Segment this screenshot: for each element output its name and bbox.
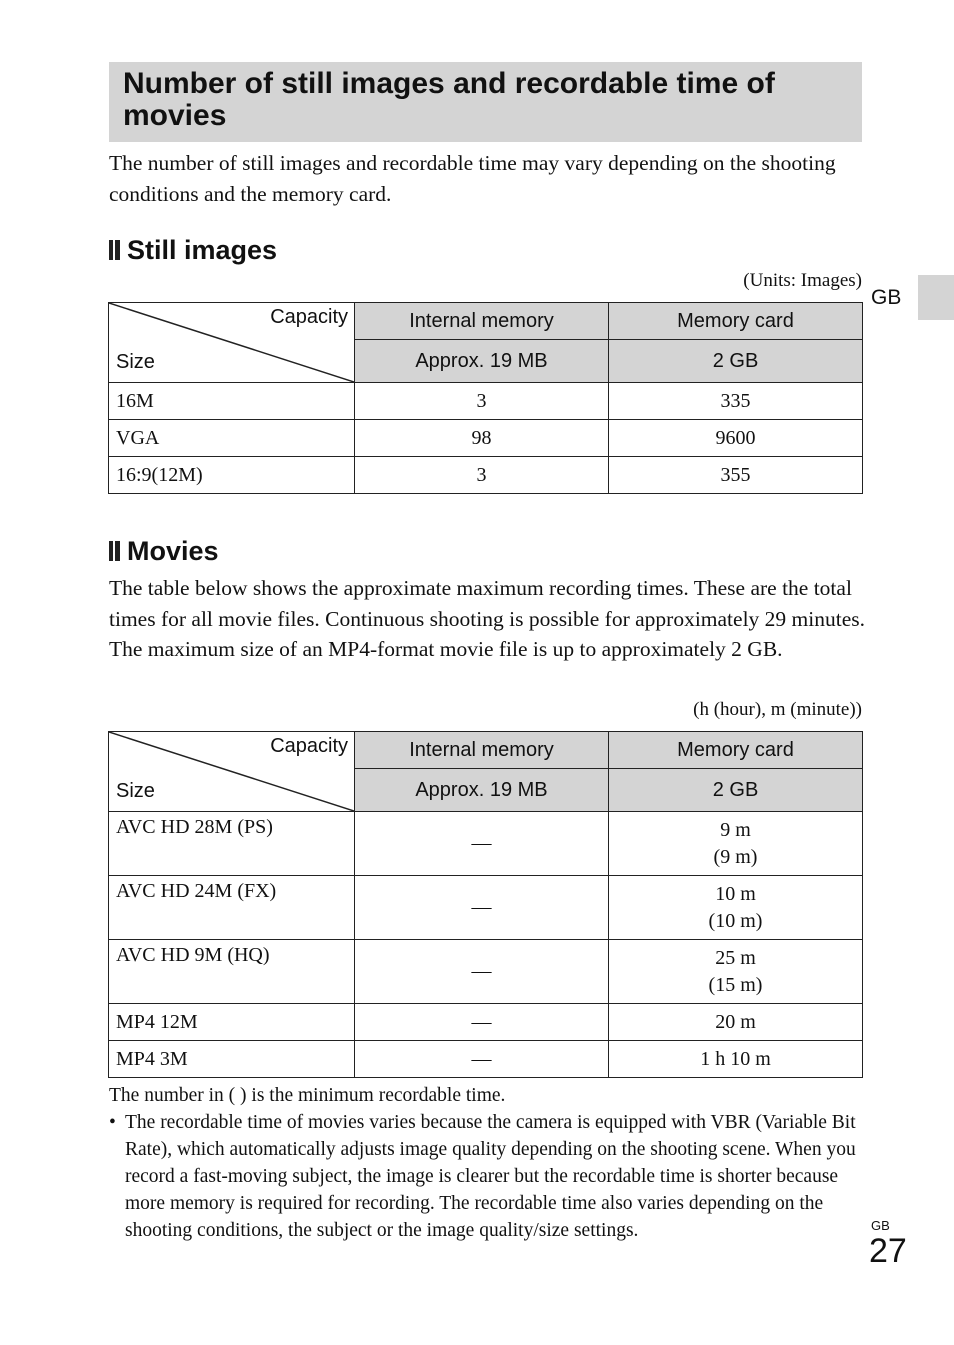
capacity-label: Capacity [270,735,348,757]
col-header-internal: Internal memory [355,732,609,769]
row-size: MP4 3M [109,1041,355,1078]
row-internal: 3 [355,457,609,494]
movies-units: (h (hour), m (minute)) [693,699,862,720]
capacity-label: Capacity [270,306,348,328]
row-card [609,812,863,876]
table-row [109,1004,863,1041]
row-size: VGA [109,420,355,457]
row-size: 16:9(12M) [109,457,355,494]
diagonal-header-cell [109,732,355,812]
row-internal: — [355,1004,609,1041]
bullet-note [109,1109,859,1244]
row-internal: — [355,940,609,1004]
section-marker-icon [109,541,120,561]
bullet-icon: • [109,1112,116,1133]
col-subheader-internal: Approx. 19 MB [355,769,609,812]
row-internal: — [355,812,609,876]
col-subheader-internal: Approx. 19 MB [355,340,609,383]
row-size: AVC HD 28M (PS) [109,812,355,876]
movies-heading [109,536,219,566]
table-row [109,876,863,940]
row-card-time: 25 m [715,946,756,969]
page-title-box [109,62,862,142]
page-number: 27 [869,1232,907,1270]
table-row [109,940,863,1004]
col-header-card: Memory card [609,732,863,769]
row-size: MP4 12M [109,1004,355,1041]
diagonal-header-cell [109,303,355,383]
still-images-heading-text: Still images [127,235,278,265]
size-label: Size [116,351,155,373]
row-card-min-time: (15 m) [708,973,763,996]
row-card-min-time: (10 m) [708,909,763,932]
page-title: Number of still images and recordable time of movies [123,67,775,132]
col-subheader-card: 2 GB [609,340,863,383]
page-region-label: GB [871,1218,890,1233]
section-marker-icon [109,240,120,260]
row-card-time: 10 m [715,882,756,905]
still-images-table [108,302,863,494]
movies-heading-text: Movies [127,536,219,566]
still-images-units: (Units: Images) [743,270,862,291]
bullet-text: The recordable time of movies varies because the camera is equipped with VBR (Variable Bit Rate), which automatically adjusts image quality depending on the shooting scene. When you record a fast-moving subject, the image is clearer but the recordable time is shorter because more memory is required for recording. The recordable time also varies depending on the shooting conditions, the subject or the image quality/size settings. [125,1112,856,1241]
row-card: 355 [609,457,863,494]
side-tab [918,275,954,320]
movies-table [108,731,863,1078]
row-card: 20 m [609,1004,863,1041]
row-size: 16M [109,383,355,420]
row-card [609,940,863,1004]
row-internal: — [355,1041,609,1078]
row-size: AVC HD 9M (HQ) [109,940,355,1004]
row-internal: — [355,876,609,940]
row-internal: 3 [355,383,609,420]
table-row [109,1041,863,1078]
col-header-card: Memory card [609,303,863,340]
row-size: AVC HD 24M (FX) [109,876,355,940]
row-card [609,876,863,940]
still-images-heading [109,235,277,265]
row-card-min-time: (9 m) [713,845,758,868]
row-internal: 98 [355,420,609,457]
footnote: The number in ( ) is the minimum recordable time. [109,1085,506,1106]
table-row [109,457,863,494]
size-label: Size [116,780,155,802]
row-card: 9600 [609,420,863,457]
table-row [109,812,863,876]
row-card: 335 [609,383,863,420]
table-row [109,383,863,420]
col-subheader-card: 2 GB [609,769,863,812]
intro-paragraph: The number of still images and recordable time may vary depending on the shooting conditions and the memory card. [109,151,836,206]
row-card-time: 9 m [720,818,751,841]
col-header-internal: Internal memory [355,303,609,340]
table-header-row [109,303,863,340]
table-header-row [109,732,863,769]
side-tab-label: GB [871,286,902,309]
movies-description: The table below shows the approximate maximum recording times. These are the total times for all movie files. Continuous shooting is possible for approximately 29 minutes. The maximum size of an MP4-format movie file is up to approximately 2 GB. [109,576,866,661]
table-row [109,420,863,457]
row-card: 1 h 10 m [609,1041,863,1078]
